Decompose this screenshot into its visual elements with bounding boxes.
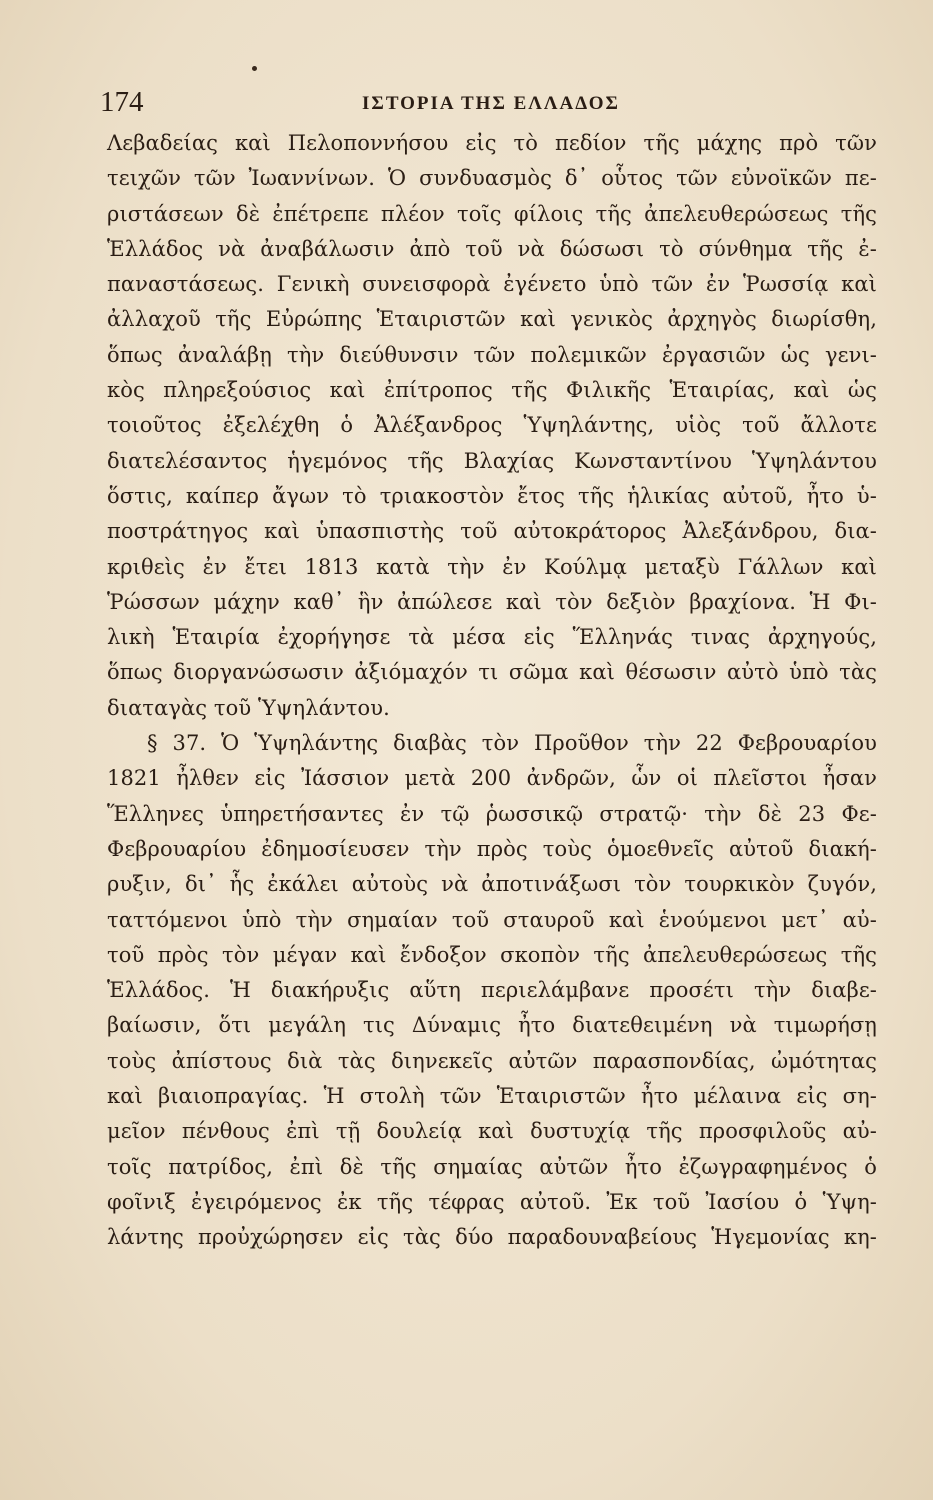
text-line: ποστράτηγος καὶ ὑπασπιστὴς τοῦ αὐτοκράτορος Ἀλεξάνδρου, δια-: [107, 519, 877, 544]
page-number: 174: [100, 86, 144, 118]
text-line: Ἑλλάδος. Ἡ διακήρυξις αὕτη περιελάμβανε προσέτι τὴν διαβε-: [107, 978, 877, 1003]
text-line: διαταγὰς τοῦ Ὑψηλάντου.: [107, 695, 390, 720]
text-line: τοῦ πρὸς τὸν μέγαν καὶ ἔνδοξον σκοπὸν τῆς ἀπελευθερώσεως τῆς: [107, 942, 877, 967]
page-header: [100, 84, 880, 120]
text-line: λικὴ Ἑταιρία ἐχορήγησε τὰ μέσα εἰς Ἕλληνάς τινας ἀρχηγούς,: [107, 625, 877, 650]
ink-speck: [252, 66, 257, 71]
running-title: ΙΣΤΟΡΙΑ ΤΗΣ ΕΛΛΑΔΟΣ: [362, 93, 620, 114]
text-line: τοὺς ἀπίστους διὰ τὰς διηνεκεῖς αὐτῶν παρασπονδίας, ὠμότητας: [107, 1048, 877, 1073]
text-line: 1821 ἦλθεν εἰς Ἰάσσιον μετὰ 200 ἀνδρῶν, ὧν οἱ πλεῖστοι ἦσαν: [107, 766, 877, 791]
text-line: ταττόμενοι ὑπὸ τὴν σημαίαν τοῦ σταυροῦ καὶ ἑνούμενοι μετ᾽ αὐ-: [107, 907, 877, 932]
text-line: καὶ βιαιοπραγίας. Ἡ στολὴ τῶν Ἑταιριστῶν ἦτο μέλαινα εἰς ση-: [107, 1084, 877, 1109]
text-line: λάντης προὐχώρησεν εἰς τὰς δύο παραδουναβείους Ἡγεμονίας κη-: [107, 1225, 877, 1250]
text-line: βαίωσιν, ὅτι μεγάλη τις Δύναμις ἦτο διατεθειμένη νὰ τιμωρήσῃ: [107, 1013, 877, 1038]
text-line: ρυξιν, δι᾽ ἧς ἐκάλει αὐτοὺς νὰ ἀποτινάξωσι τὸν τουρκικὸν ζυγόν,: [107, 872, 877, 897]
text-line: παναστάσεως. Γενικὴ συνεισφορὰ ἐγένετο ὑπὸ τῶν ἐν Ῥωσσίᾳ καὶ: [107, 272, 877, 297]
text-line: ὅστις, καίπερ ἄγων τὸ τριακοστὸν ἔτος τῆς ἡλικίας αὐτοῦ, ἦτο ὑ-: [107, 483, 877, 508]
text-line: Ῥώσσων μάχην καθ᾽ ἣν ἀπώλεσε καὶ τὸν δεξιὸν βραχίονα. Ἡ Φι-: [107, 589, 877, 614]
text-line: κὸς πληρεξούσιος καὶ ἐπίτροπος τῆς Φιλικῆς Ἑταιρίας, καὶ ὡς: [107, 378, 877, 403]
text-line: τοιοῦτος ἐξελέχθη ὁ Ἀλέξανδρος Ὑψηλάντης, υἱὸς τοῦ ἄλλοτε: [107, 413, 877, 438]
text-line: ἀλλαχοῦ τῆς Εὐρώπης Ἑταιριστῶν καὶ γενικὸς ἀρχηγὸς διωρίσθη,: [107, 307, 877, 332]
body-text: [107, 126, 877, 1256]
text-line: Φεβρουαρίου ἐδημοσίευσεν τὴν πρὸς τοὺς ὁμοεθνεῖς αὐτοῦ διακή-: [107, 836, 877, 861]
section-start-line: § 37. Ὁ Ὑψηλάντης διαβὰς τὸν Προῦθον τὴν 22 Φεβρουαρίου: [147, 731, 877, 756]
text-line: κριθεὶς ἐν ἔτει 1813 κατὰ τὴν ἐν Κούλμᾳ μεταξὺ Γάλλων καὶ: [107, 554, 877, 579]
text-line: διατελέσαντος ἡγεμόνος τῆς Βλαχίας Κωνσταντίνου Ὑψηλάντου: [107, 448, 877, 473]
text-line: τοῖς πατρίδος, ἐπὶ δὲ τῆς σημαίας αὐτῶν ἦτο ἐζωγραφημένος ὁ: [107, 1154, 877, 1179]
text-line: Λεβαδείας καὶ Πελοποννήσου εἰς τὸ πεδίον τῆς μάχης πρὸ τῶν: [107, 131, 877, 155]
text-line: ὅπως ἀναλάβῃ τὴν διεύθυνσιν τῶν πολεμικῶν ἐργασιῶν ὡς γενι-: [107, 342, 877, 367]
text-line: τειχῶν τῶν Ἰωαννίνων. Ὁ συνδυασμὸς δ᾽ οὗτος τῶν εὐνοϊκῶν πε-: [107, 166, 877, 191]
text-line: Ἕλληνες ὑπηρετήσαντες ἐν τῷ ῥωσσικῷ στρατῷ· τὴν δὲ 23 Φε-: [107, 801, 877, 826]
text-line: Ἑλλάδος νὰ ἀναβάλωσιν ἀπὸ τοῦ νὰ δώσωσι τὸ σύνθημα τῆς ἐ-: [107, 236, 877, 261]
text-line: ριστάσεων δὲ ἐπέτρεπε πλέον τοῖς φίλοις τῆς ἀπελευθερώσεως τῆς: [107, 201, 877, 226]
text-line: μεῖον πένθους ἐπὶ τῇ δουλείᾳ καὶ δυστυχίᾳ τῆς προσφιλοῦς αὐ-: [107, 1119, 877, 1144]
text-line: ὅπως διοργανώσωσιν ἀξιόμαχόν τι σῶμα καὶ θέσωσιν αὐτὸ ὑπὸ τὰς: [107, 660, 877, 685]
text-line: φοῖνιξ ἐγειρόμενος ἐκ τῆς τέφρας αὐτοῦ. Ἐκ τοῦ Ἰασίου ὁ Ὑψη-: [107, 1189, 877, 1214]
